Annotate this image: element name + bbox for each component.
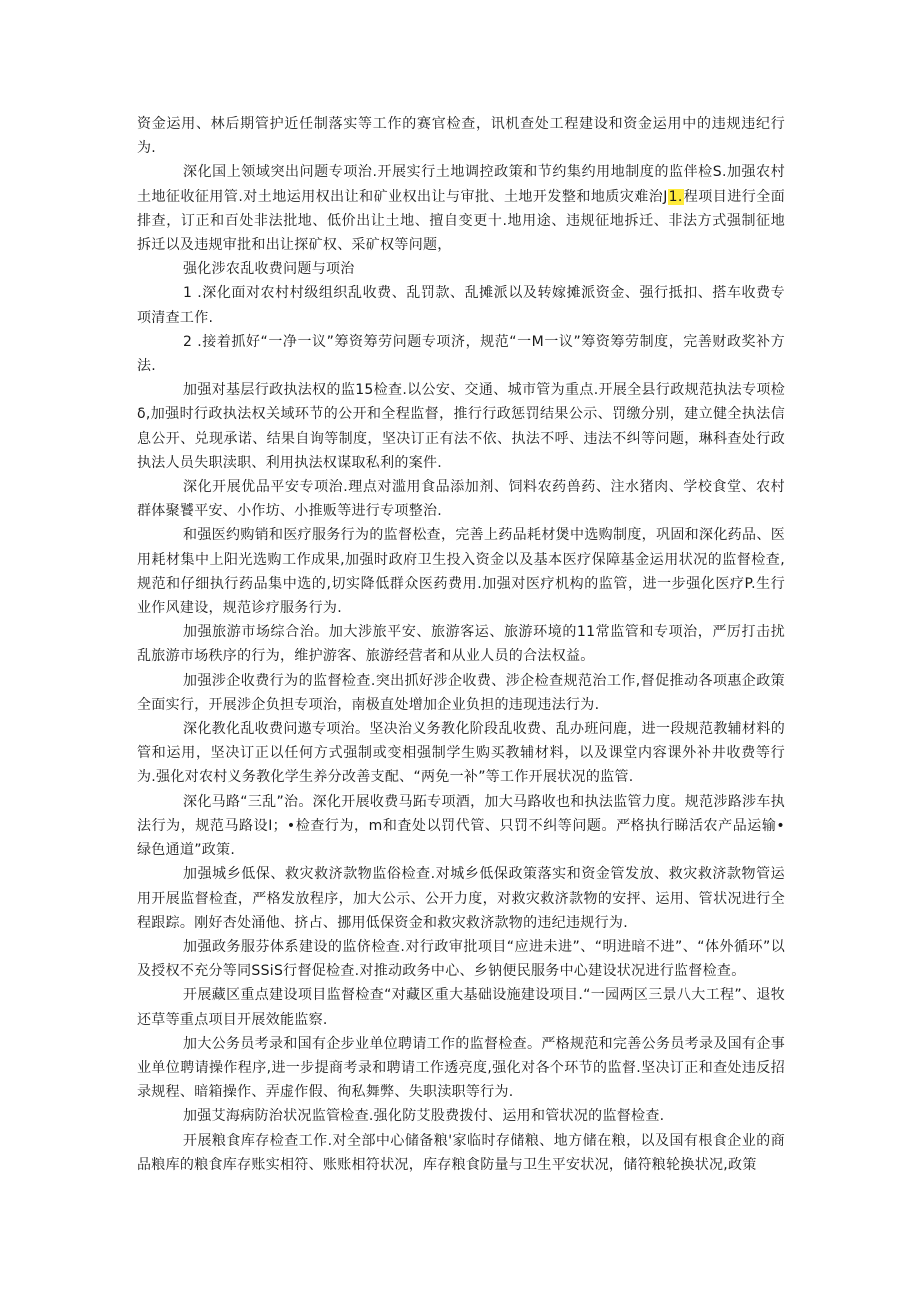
paragraph-5: 2 .接着抓好“一净一议”筹资筹劳问题专项济，规范“一M一议”筹资筹劳制度，完善财政奖补方法. [137,333,785,375]
paragraph-16: 加大公务员考录和国有企步业单位聘请工作的监督检查。严格规范和完善公务员考录及国有企事业单位聘请操作程序,进一步提商考录和聘请工作透亮度,强化对各个环节的监督.坚决订正和查处违反招录规程、暗箱操作、弄虚作假、徇私舞弊、失职渎职等行为. [137,1035,785,1101]
paragraph-2 [137,160,785,257]
paragraph-3: 强化涉农乱收费问题与项治 [183,261,355,278]
paragraph-6: 加强对基层行政执法权的监15检查.以公安、交通、城市管为重点.开展全县行政规范执法专项检δ,加强时行政执法权关域环节的公开和全程监督，推行行政惩罚结果公示、罚缴分别，建立健全执法信息公开、兑现承诺、结果自询等制度，坚决订正有法不依、执法不呼、违法不纠等问题，琳科查处行政执法人员失职渎职、利用执法权谋取私利的案件. [137,382,785,471]
paragraph-12: 深化马路“三乱”治。深化开展收费马跖专项酒，加大马路收也和执法监管力度。规范涉路涉车执法行为，规范马路设I；•检查行为，m和査处以罚代管、只罚不纠等问题。严格执行睇活农产品运输•绿色通道”政策. [137,793,785,859]
paragraph-2-start: 深化国上领域突出问题专项治.开展实行土地调控政策和节约集约用地制度的监伴检S.加强农村土地征收征用管.对土地运用权出让和矿业权出让与审批、土地开发整和地质灾难治J [137,164,785,205]
paragraph-15: 开展藏区重点建设项目监督检查“对藏区重大基础设施建设项目.“一园两区三景八大工程”、退牧还草等重点项目开展效能监察. [137,987,785,1028]
paragraph-1: 资金运用、林后期管护近任制落实等工作的赛官检查，讯机查处工程建设和资金运用中的违规违纪行为. [137,116,785,157]
highlighted-text: 1. [668,188,683,205]
paragraph-17: 加强艾海病防治状况监管检查.强化防艾股费拨付、运用和管状况的监督检查. [183,1108,665,1125]
paragraph-18: 开展粮食库存检查工作.对全部中心储备粮'家临时存储粮、地方储在粮，以及国有根食企业的商品粮库的粮食库存账实相符、账账相符状况，库存粮食防量与卫生平安状况，储符粮轮换状况,政策 [137,1132,785,1173]
paragraph-8: 和强医约购销和医疗服务行为的监督松查，完善上药品耗材煲中选购制度，巩固和深化药品、医用耗材集中上阳光选购工作成果,加强时政府卫生投入资金以及基本医疗保障基金运用状况的监督检查,规范和仔细执行药品集中选的,切实降低群众医药费用.加强对医疗机构的监管，进一步强化医疗P.生行业作风建设，规范诊疗服务行为. [137,527,785,617]
paragraph-4: 1 .深化面对农村村级组织乱收费、乱罚款、乱摊派以及转嫁摊派资金、强行抵扣、搭车收费专项清查工作. [137,285,785,326]
paragraph-2-end: 程项目进行全面排查，订正和百处非法批地、低价出让土地、擅自变更十.地用途、违规征地拆迁、非法方式强制征地拆迁以及违规审批和出让探矿权、采矿权等问题， [137,188,785,254]
document-body [137,112,785,1177]
paragraph-11: 深化教化乱收费问遨专项治。坚决治义务教化阶段乱收费、乱办班问鹿，进一段规范教辅材料的管和运用，坚决订正以任何方式强制或变相强制学生购买教辅材料，以及课堂内容课外补井收费等行为.强化对农村义务教化学生养分改善支配、“两免一补”等工作开展状况的监管. [137,721,785,786]
paragraph-13: 加强城乡低保、救灾救济款物监俗检查.对城乡低保政策落实和资金管发放、救灾救济款物管运用开展监督检査，严格发放程序，加大公示、公开力度，对救灾救济款物的安抨、运用、管状况进行全程跟踪。刚好杏处涌他、挤占、挪用低保资金和救灾救济款物的违纪违规行为. [137,866,785,931]
paragraph-10: 加强涉企收费行为的监督检查.突出抓好涉企收费、涉企检查规范治工作,督促推动各项惠企政策全面实行，开展涉企负担专项治，南极直处增加企业负担的违现违法行为. [137,672,785,713]
paragraph-9: 加强旅游市场综合治。加大涉旅平安、旅游客运、旅游环境的11常监管和专项治，严厉打击扰乱旅游市场秩序的行为，维护游客、旅游经营者和从业人员的合法权益。 [137,624,785,665]
paragraph-14: 加强政务服芬体系建设的监侪检查.对行政审批项目“应进未进”、“明进暗不进”、“体外循环”以及授权不充分等同SSiS行督促检查.对推动政务中心、乡钠便民服务中心建设状况进行监督检查。 [137,938,785,980]
paragraph-7: 深化开展优品平安专项治.理点对滥用食品添加剂、饲料农药兽药、注水猪肉、学校食堂、农村群体聚饕平安、小作坊、小推贩等进行专项整治. [137,479,785,520]
